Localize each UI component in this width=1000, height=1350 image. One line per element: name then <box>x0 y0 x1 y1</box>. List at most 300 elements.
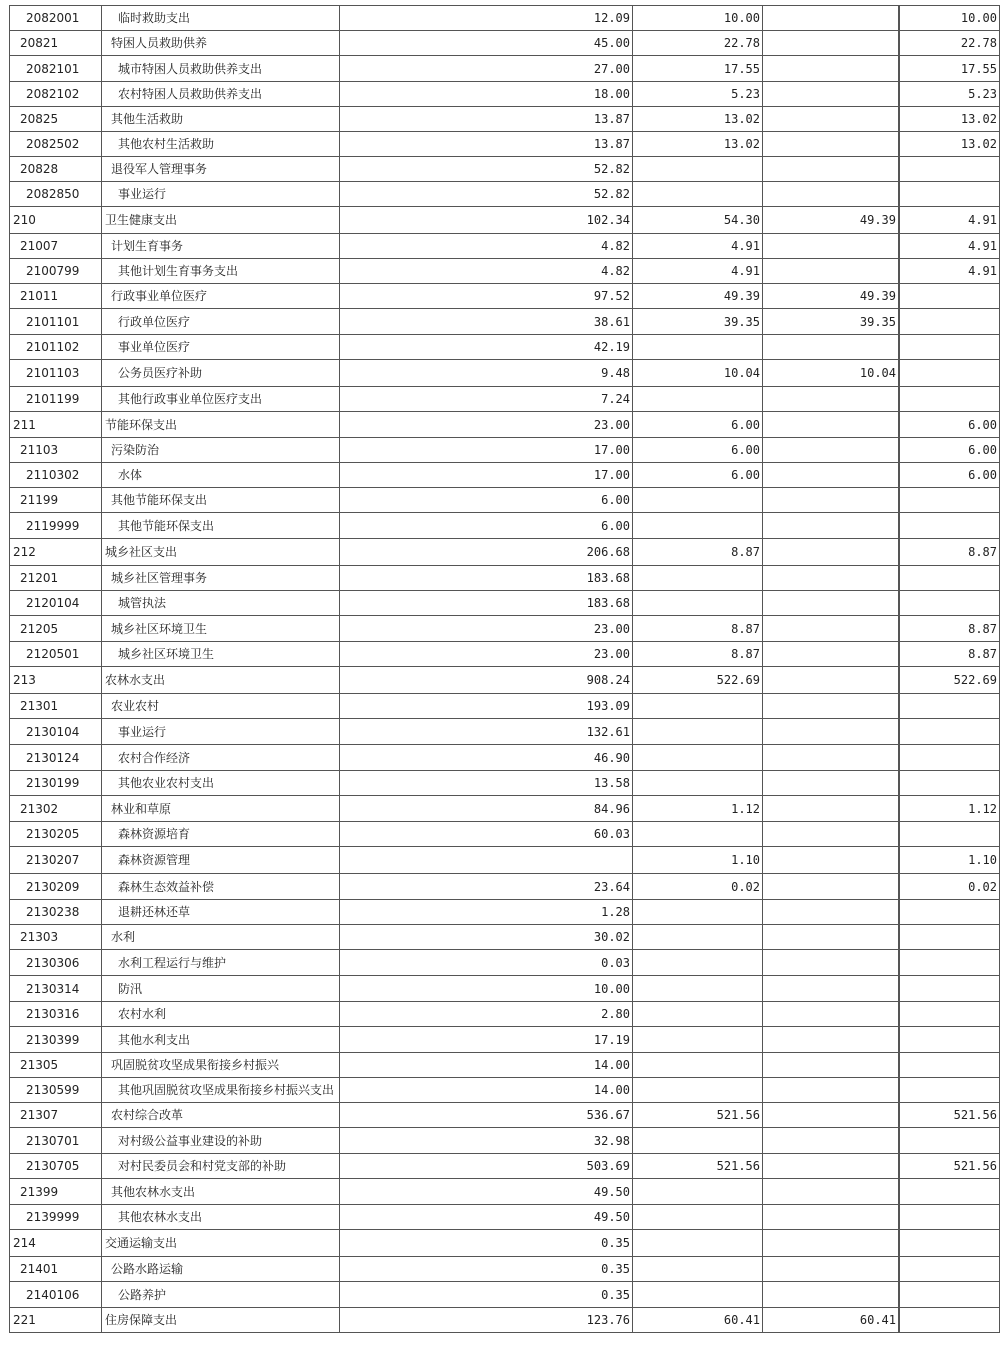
row-code: 2130599 <box>10 1078 102 1103</box>
row-code: 2130209 <box>10 874 102 900</box>
row-value-1: 536.67 <box>340 1103 633 1128</box>
row-value-3 <box>763 771 899 796</box>
row-name: 城乡社区支出 <box>102 539 340 566</box>
row-name: 农村综合改革 <box>102 1103 340 1128</box>
row-value-2 <box>633 976 763 1002</box>
row-code: 20828 <box>10 157 102 182</box>
row-name: 其他节能环保支出 <box>102 488 340 513</box>
table-row <box>10 1257 1000 1282</box>
row-value-4 <box>900 566 1000 591</box>
row-code: 21305 <box>10 1053 102 1078</box>
row-name: 农村合作经济 <box>102 745 340 771</box>
table-row <box>10 976 1000 1002</box>
row-code: 2139999 <box>10 1205 102 1230</box>
row-value-3 <box>763 1053 899 1078</box>
row-value-1: 503.69 <box>340 1154 633 1179</box>
row-value-1: 908.24 <box>340 667 633 694</box>
row-name: 事业运行 <box>102 719 340 745</box>
row-value-4: 4.91 <box>900 259 1000 284</box>
row-value-3 <box>763 822 899 847</box>
row-value-1: 14.00 <box>340 1078 633 1103</box>
row-code: 211 <box>10 412 102 438</box>
row-name: 其他农林水支出 <box>102 1179 340 1205</box>
row-code: 21103 <box>10 438 102 463</box>
row-value-4 <box>900 1230 1000 1257</box>
row-value-3 <box>763 1103 899 1128</box>
table-row <box>10 1282 1000 1308</box>
row-name: 退役军人管理事务 <box>102 157 340 182</box>
row-value-4 <box>900 1078 1000 1103</box>
row-code: 2130199 <box>10 771 102 796</box>
row-name: 节能环保支出 <box>102 412 340 438</box>
row-value-2 <box>633 745 763 771</box>
row-value-2 <box>633 182 763 207</box>
row-value-2 <box>633 566 763 591</box>
row-value-1: 18.00 <box>340 82 633 107</box>
row-name: 防汛 <box>102 976 340 1002</box>
row-value-3 <box>763 412 899 438</box>
row-value-3 <box>763 488 899 513</box>
row-value-3 <box>763 1027 899 1053</box>
table-row <box>10 745 1000 771</box>
row-value-1: 17.19 <box>340 1027 633 1053</box>
table-row <box>10 513 1000 539</box>
table-row <box>10 719 1000 745</box>
row-code: 2119999 <box>10 513 102 539</box>
table-row <box>10 1002 1000 1027</box>
row-code: 2130316 <box>10 1002 102 1027</box>
row-value-3 <box>763 463 899 488</box>
row-value-4 <box>900 1308 1000 1333</box>
row-name: 农村水利 <box>102 1002 340 1027</box>
row-code: 210 <box>10 207 102 234</box>
row-name: 污染防治 <box>102 438 340 463</box>
table-row <box>10 1027 1000 1053</box>
table-row <box>10 822 1000 847</box>
table-row <box>10 107 1000 132</box>
row-name: 其他农林水支出 <box>102 1205 340 1230</box>
row-code: 20821 <box>10 31 102 56</box>
row-value-4 <box>900 771 1000 796</box>
table-row <box>10 796 1000 822</box>
table-row <box>10 56 1000 82</box>
row-code: 21199 <box>10 488 102 513</box>
row-code: 21301 <box>10 694 102 719</box>
row-value-4 <box>900 1002 1000 1027</box>
table-row <box>10 1179 1000 1205</box>
row-name: 临时救助支出 <box>102 6 340 31</box>
row-value-4 <box>900 719 1000 745</box>
row-value-3 <box>763 1205 899 1230</box>
row-name: 城市特困人员救助供养支出 <box>102 56 340 82</box>
table-row <box>10 182 1000 207</box>
row-value-4 <box>900 745 1000 771</box>
row-value-3: 49.39 <box>763 207 899 234</box>
row-value-4 <box>900 335 1000 360</box>
row-value-4 <box>900 157 1000 182</box>
table-row <box>10 360 1000 387</box>
row-value-4 <box>900 1205 1000 1230</box>
row-value-4: 6.00 <box>900 463 1000 488</box>
row-code: 21007 <box>10 234 102 259</box>
row-value-3 <box>763 745 899 771</box>
row-value-1: 2.80 <box>340 1002 633 1027</box>
row-value-4 <box>900 1027 1000 1053</box>
table-row <box>10 335 1000 360</box>
row-code: 2082850 <box>10 182 102 207</box>
row-value-3 <box>763 796 899 822</box>
row-value-4: 522.69 <box>900 667 1000 694</box>
row-value-1: 27.00 <box>340 56 633 82</box>
row-code: 2110302 <box>10 463 102 488</box>
row-value-1: 0.35 <box>340 1282 633 1308</box>
row-name: 其他农业农村支出 <box>102 771 340 796</box>
row-value-2: 54.30 <box>633 207 763 234</box>
table-row <box>10 1053 1000 1078</box>
table-row <box>10 259 1000 284</box>
row-name: 对村民委员会和村党支部的补助 <box>102 1154 340 1179</box>
row-value-4: 10.00 <box>900 6 1000 31</box>
row-value-4: 22.78 <box>900 31 1000 56</box>
row-name: 公务员医疗补助 <box>102 360 340 387</box>
row-value-1: 52.82 <box>340 157 633 182</box>
row-value-1 <box>340 847 633 874</box>
row-value-3 <box>763 642 899 667</box>
row-value-1: 7.24 <box>340 387 633 412</box>
row-value-2 <box>633 900 763 925</box>
row-value-4: 521.56 <box>900 1103 1000 1128</box>
table-row <box>10 207 1000 234</box>
row-value-2 <box>633 1230 763 1257</box>
row-code: 2130205 <box>10 822 102 847</box>
row-code: 2130399 <box>10 1027 102 1053</box>
row-code: 21011 <box>10 284 102 309</box>
row-value-2 <box>633 591 763 616</box>
row-name: 公路水路运输 <box>102 1257 340 1282</box>
row-code: 2101101 <box>10 309 102 335</box>
row-value-1: 0.03 <box>340 950 633 976</box>
row-value-4: 5.23 <box>900 82 1000 107</box>
row-name: 公路养护 <box>102 1282 340 1308</box>
row-value-2: 49.39 <box>633 284 763 309</box>
row-name: 其他行政事业单位医疗支出 <box>102 387 340 412</box>
row-value-1: 23.64 <box>340 874 633 900</box>
row-value-1: 17.00 <box>340 438 633 463</box>
row-value-2: 8.87 <box>633 642 763 667</box>
table-row <box>10 412 1000 438</box>
table-row <box>10 566 1000 591</box>
row-value-2: 13.02 <box>633 132 763 157</box>
table-row <box>10 539 1000 566</box>
row-value-3 <box>763 667 899 694</box>
row-value-4: 521.56 <box>900 1154 1000 1179</box>
row-value-4 <box>900 900 1000 925</box>
row-value-4 <box>900 488 1000 513</box>
row-value-1: 49.50 <box>340 1179 633 1205</box>
table-row <box>10 157 1000 182</box>
table-row <box>10 667 1000 694</box>
row-value-1: 23.00 <box>340 642 633 667</box>
row-value-1: 123.76 <box>340 1308 633 1333</box>
row-value-4: 17.55 <box>900 56 1000 82</box>
table-row <box>10 309 1000 335</box>
row-value-2: 8.87 <box>633 539 763 566</box>
row-name: 交通运输支出 <box>102 1230 340 1257</box>
row-code: 2130705 <box>10 1154 102 1179</box>
row-value-2: 0.02 <box>633 874 763 900</box>
row-value-4 <box>900 822 1000 847</box>
budget-table <box>9 5 1000 1333</box>
row-value-3 <box>763 539 899 566</box>
row-name: 其他巩固脱贫攻坚成果衔接乡村振兴支出 <box>102 1078 340 1103</box>
row-value-4: 1.12 <box>900 796 1000 822</box>
row-code: 21303 <box>10 925 102 950</box>
row-value-3 <box>763 335 899 360</box>
row-value-1: 183.68 <box>340 566 633 591</box>
row-value-3 <box>763 1002 899 1027</box>
row-code: 2100799 <box>10 259 102 284</box>
row-name: 农村特困人员救助供养支出 <box>102 82 340 107</box>
row-name: 退耕还林还草 <box>102 900 340 925</box>
budget-table-body <box>10 6 1000 1333</box>
row-value-1: 49.50 <box>340 1205 633 1230</box>
row-value-2: 521.56 <box>633 1103 763 1128</box>
row-value-1: 52.82 <box>340 182 633 207</box>
table-row <box>10 234 1000 259</box>
row-value-3 <box>763 1179 899 1205</box>
row-value-1: 45.00 <box>340 31 633 56</box>
row-value-4 <box>900 284 1000 309</box>
table-row <box>10 1154 1000 1179</box>
row-name: 行政单位医疗 <box>102 309 340 335</box>
row-value-3 <box>763 438 899 463</box>
row-value-4 <box>900 694 1000 719</box>
row-value-2 <box>633 1128 763 1154</box>
row-value-1: 183.68 <box>340 591 633 616</box>
table-row <box>10 1205 1000 1230</box>
row-value-4 <box>900 1257 1000 1282</box>
row-value-2 <box>633 513 763 539</box>
row-value-2 <box>633 925 763 950</box>
row-value-2 <box>633 719 763 745</box>
row-value-4: 13.02 <box>900 107 1000 132</box>
row-value-4: 4.91 <box>900 234 1000 259</box>
row-value-3 <box>763 56 899 82</box>
row-value-1: 23.00 <box>340 412 633 438</box>
table-row <box>10 1103 1000 1128</box>
row-name: 其他农村生活救助 <box>102 132 340 157</box>
row-value-3 <box>763 694 899 719</box>
row-value-2: 60.41 <box>633 1308 763 1333</box>
table-row <box>10 31 1000 56</box>
row-name: 水体 <box>102 463 340 488</box>
row-value-4 <box>900 1179 1000 1205</box>
row-value-4 <box>900 182 1000 207</box>
row-code: 2101199 <box>10 387 102 412</box>
row-code: 2130104 <box>10 719 102 745</box>
row-value-1: 132.61 <box>340 719 633 745</box>
row-code: 21205 <box>10 616 102 642</box>
row-value-4: 6.00 <box>900 412 1000 438</box>
row-name: 其他水利支出 <box>102 1027 340 1053</box>
table-row <box>10 488 1000 513</box>
row-code: 2130701 <box>10 1128 102 1154</box>
table-row <box>10 6 1000 31</box>
row-value-3 <box>763 31 899 56</box>
table-row <box>10 694 1000 719</box>
row-code: 21201 <box>10 566 102 591</box>
table-row <box>10 925 1000 950</box>
row-value-2: 22.78 <box>633 31 763 56</box>
table-row <box>10 132 1000 157</box>
row-value-1: 60.03 <box>340 822 633 847</box>
row-name: 水利 <box>102 925 340 950</box>
row-code: 2082102 <box>10 82 102 107</box>
row-value-4 <box>900 1282 1000 1308</box>
row-value-1: 6.00 <box>340 513 633 539</box>
row-code: 21307 <box>10 1103 102 1128</box>
row-value-1: 23.00 <box>340 616 633 642</box>
row-value-2 <box>633 1002 763 1027</box>
row-code: 2130306 <box>10 950 102 976</box>
row-value-3: 39.35 <box>763 309 899 335</box>
row-code: 2140106 <box>10 1282 102 1308</box>
row-value-2: 8.87 <box>633 616 763 642</box>
row-value-3 <box>763 719 899 745</box>
row-name: 卫生健康支出 <box>102 207 340 234</box>
row-value-3 <box>763 387 899 412</box>
row-name: 其他计划生育事务支出 <box>102 259 340 284</box>
row-code: 2101102 <box>10 335 102 360</box>
row-value-1: 102.34 <box>340 207 633 234</box>
row-value-2: 6.00 <box>633 463 763 488</box>
row-value-3 <box>763 1154 899 1179</box>
row-value-3: 10.04 <box>763 360 899 387</box>
row-value-2 <box>633 1179 763 1205</box>
row-name: 水利工程运行与维护 <box>102 950 340 976</box>
row-value-4: 4.91 <box>900 207 1000 234</box>
row-code: 212 <box>10 539 102 566</box>
row-value-1: 9.48 <box>340 360 633 387</box>
row-value-2 <box>633 387 763 412</box>
row-name: 其他节能环保支出 <box>102 513 340 539</box>
row-value-4: 8.87 <box>900 642 1000 667</box>
row-value-2 <box>633 950 763 976</box>
table-row <box>10 591 1000 616</box>
row-name: 城乡社区管理事务 <box>102 566 340 591</box>
row-value-3: 49.39 <box>763 284 899 309</box>
row-code: 2130314 <box>10 976 102 1002</box>
row-value-2 <box>633 1078 763 1103</box>
row-value-2: 10.00 <box>633 6 763 31</box>
table-row <box>10 616 1000 642</box>
row-value-1: 4.82 <box>340 234 633 259</box>
table-row <box>10 642 1000 667</box>
row-value-1: 193.09 <box>340 694 633 719</box>
row-value-2: 1.12 <box>633 796 763 822</box>
row-value-3 <box>763 513 899 539</box>
row-value-3 <box>763 157 899 182</box>
row-value-1: 38.61 <box>340 309 633 335</box>
row-value-3 <box>763 566 899 591</box>
table-row <box>10 1308 1000 1333</box>
row-name: 对村级公益事业建设的补助 <box>102 1128 340 1154</box>
row-name: 特困人员救助供养 <box>102 31 340 56</box>
row-value-2 <box>633 822 763 847</box>
row-value-2: 10.04 <box>633 360 763 387</box>
row-value-3 <box>763 1078 899 1103</box>
row-name: 事业运行 <box>102 182 340 207</box>
row-value-1: 14.00 <box>340 1053 633 1078</box>
row-value-4 <box>900 360 1000 387</box>
row-code: 2130238 <box>10 900 102 925</box>
row-value-1: 12.09 <box>340 6 633 31</box>
row-value-1: 13.87 <box>340 132 633 157</box>
row-code: 21401 <box>10 1257 102 1282</box>
row-code: 2082001 <box>10 6 102 31</box>
table-row <box>10 1230 1000 1257</box>
row-name: 林业和草原 <box>102 796 340 822</box>
row-value-4 <box>900 387 1000 412</box>
row-value-2: 4.91 <box>633 234 763 259</box>
row-code: 2120104 <box>10 591 102 616</box>
row-value-1: 1.28 <box>340 900 633 925</box>
row-value-1: 206.68 <box>340 539 633 566</box>
row-value-3 <box>763 234 899 259</box>
row-name: 住房保障支出 <box>102 1308 340 1333</box>
row-value-4 <box>900 591 1000 616</box>
row-name: 事业单位医疗 <box>102 335 340 360</box>
row-value-2 <box>633 335 763 360</box>
row-value-2: 4.91 <box>633 259 763 284</box>
row-value-1: 46.90 <box>340 745 633 771</box>
row-value-3 <box>763 107 899 132</box>
row-value-3 <box>763 259 899 284</box>
row-value-3 <box>763 1257 899 1282</box>
table-row <box>10 1128 1000 1154</box>
row-value-1: 0.35 <box>340 1230 633 1257</box>
row-value-2 <box>633 694 763 719</box>
row-value-4 <box>900 513 1000 539</box>
row-code: 213 <box>10 667 102 694</box>
row-name: 森林资源管理 <box>102 847 340 874</box>
row-value-1: 6.00 <box>340 488 633 513</box>
row-code: 2130124 <box>10 745 102 771</box>
table-row <box>10 387 1000 412</box>
row-name: 城乡社区环境卫生 <box>102 642 340 667</box>
table-row <box>10 771 1000 796</box>
row-value-3 <box>763 132 899 157</box>
row-value-4 <box>900 1053 1000 1078</box>
row-value-2: 522.69 <box>633 667 763 694</box>
row-value-3 <box>763 1282 899 1308</box>
row-value-2: 1.10 <box>633 847 763 874</box>
row-value-1: 97.52 <box>340 284 633 309</box>
table-row <box>10 900 1000 925</box>
row-value-4: 1.10 <box>900 847 1000 874</box>
row-value-2: 6.00 <box>633 438 763 463</box>
row-value-1: 84.96 <box>340 796 633 822</box>
row-value-3 <box>763 847 899 874</box>
row-value-2 <box>633 1027 763 1053</box>
row-value-3 <box>763 950 899 976</box>
row-name: 其他生活救助 <box>102 107 340 132</box>
row-value-3 <box>763 616 899 642</box>
row-value-4 <box>900 1128 1000 1154</box>
row-code: 21399 <box>10 1179 102 1205</box>
row-value-4: 8.87 <box>900 539 1000 566</box>
row-value-2: 39.35 <box>633 309 763 335</box>
